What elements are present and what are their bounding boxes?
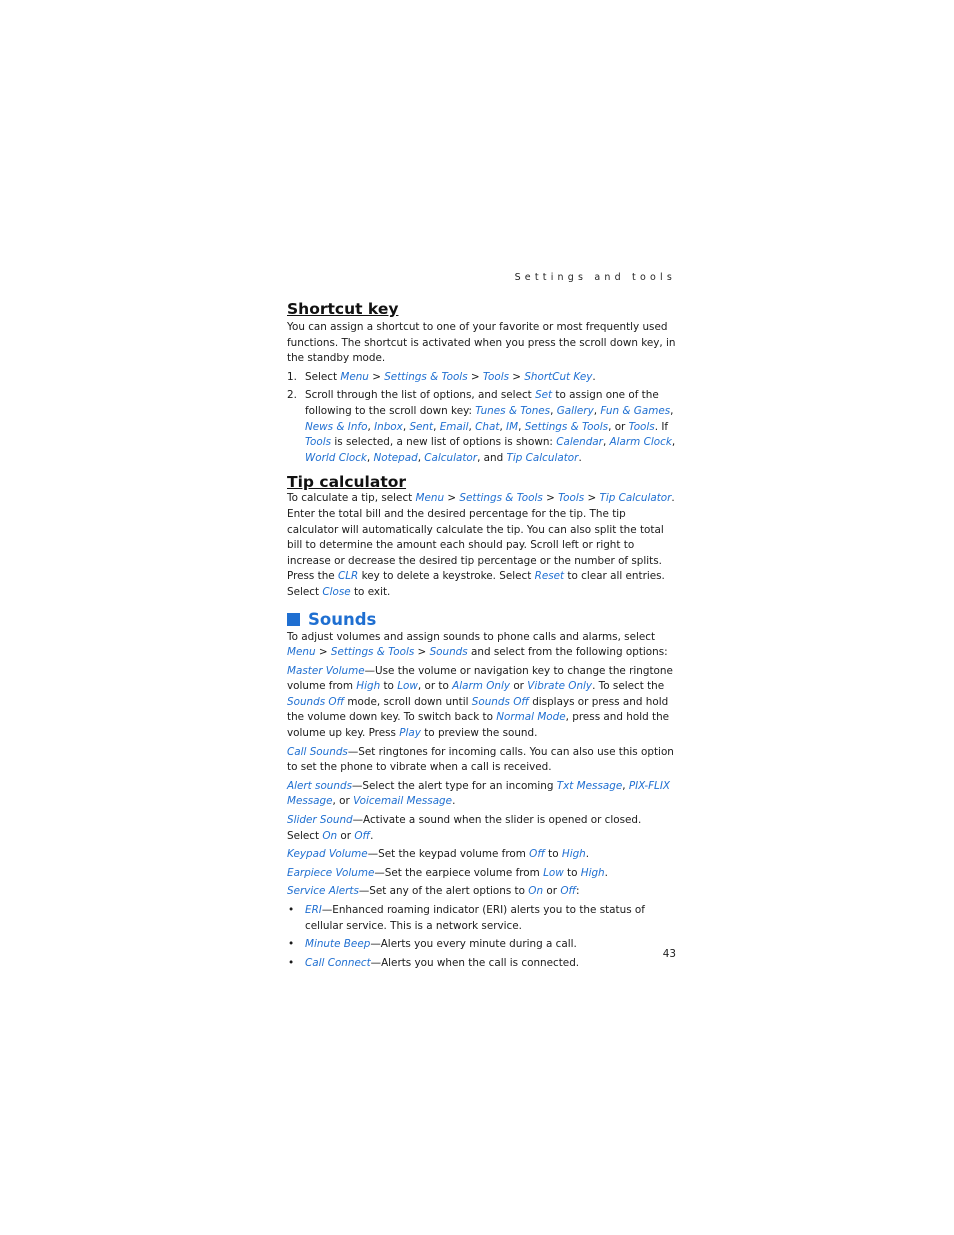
off-keyword: Off — [560, 885, 576, 898]
option-keyword: Sent — [409, 420, 434, 433]
slider-sound-paragraph — [287, 813, 676, 844]
option-keyword: News & Info — [305, 420, 368, 433]
text: . — [370, 829, 374, 842]
master-volume-keyword: Master Volume — [287, 664, 365, 677]
menu-keyword: Menu — [340, 370, 369, 383]
low-keyword: Low — [543, 866, 564, 879]
on-keyword: On — [528, 885, 544, 898]
manual-page — [287, 272, 676, 971]
sounds-heading-label: Sounds — [308, 609, 377, 629]
tools-keyword: Tools — [558, 492, 585, 505]
set-keyword: Set — [535, 389, 553, 402]
off-keyword: Off — [529, 848, 545, 861]
settings-tools-keyword: Settings & Tools — [459, 492, 543, 505]
low-keyword: Low — [397, 680, 418, 693]
section-square-icon — [287, 613, 300, 626]
text: —Enhanced roaming indicator (ERI) alerts you to the status of cellular service. This is a network service. — [305, 904, 645, 932]
service-alerts-keyword: Service Alerts — [287, 885, 359, 898]
alert-sounds-paragraph — [287, 779, 676, 810]
minute-beep-keyword: Minute Beep — [305, 938, 371, 951]
option-keyword: Tunes & Tones — [475, 404, 551, 417]
bullet-icon: • — [288, 938, 295, 951]
separator: , — [518, 420, 525, 433]
shortcut-heading: Shortcut key — [287, 300, 399, 318]
text: . To select the — [592, 680, 665, 693]
sounds-keyword: Sounds — [429, 646, 468, 659]
option-keyword: Calendar — [556, 436, 603, 449]
high-keyword: High — [561, 848, 586, 861]
separator: , or — [608, 420, 629, 433]
slider-sound-keyword: Slider Sound — [287, 814, 353, 827]
separator: , — [402, 420, 410, 433]
tip-paragraph — [287, 491, 676, 600]
vibrate-only-keyword: Vibrate Only — [527, 680, 593, 693]
separator: , — [671, 436, 676, 449]
step-text: to assign one of the following to the scroll down key: — [305, 389, 659, 417]
page-number: 43 — [662, 948, 676, 960]
separator: , — [468, 420, 476, 433]
text: to preview the sound. — [420, 727, 538, 740]
option-keyword: Email — [439, 420, 469, 433]
shortcut-key-keyword: ShortCut Key — [524, 370, 593, 383]
text: —Set any of the alert options to — [358, 885, 529, 898]
separator: , — [593, 404, 601, 417]
normal-mode-keyword: Normal Mode — [496, 711, 566, 724]
service-alerts-paragraph — [287, 884, 676, 900]
text: —Activate a sound when the slider is opened or closed. Select — [287, 814, 642, 842]
tools-keyword: Tools — [482, 370, 509, 383]
option-keyword: World Clock — [305, 451, 367, 464]
earpiece-volume-paragraph — [287, 866, 676, 882]
earpiece-volume-keyword: Earpiece Volume — [287, 866, 375, 879]
separator: > — [368, 370, 385, 383]
settings-tools-keyword: Settings & Tools — [384, 370, 468, 383]
alarm-only-keyword: Alarm Only — [452, 680, 511, 693]
list-item — [287, 937, 676, 953]
list-item — [287, 956, 676, 972]
text: —Select the alert type for an incoming — [352, 779, 557, 792]
text: . Enter the total bill and the desired percentage for the tip. The tip calculator will automatically calculate the tip. You can also split the total bill to determine the amount each should pay. Scroll left or right to increase or decrease the desired tip percentage or the number of splits. Press the — [287, 492, 675, 583]
separator: , — [550, 404, 557, 417]
voicemail-message-keyword: Voicemail Message — [353, 795, 453, 808]
call-connect-keyword: Call Connect — [305, 956, 371, 969]
sounds-off-keyword: Sounds Off — [287, 695, 345, 708]
bullet-icon: • — [288, 904, 295, 916]
step-text: is selected, a new list of options is shown: — [331, 436, 557, 449]
step-text: Select — [305, 370, 341, 383]
shortcut-steps — [287, 370, 676, 467]
separator: > — [315, 646, 331, 659]
sounds-heading — [287, 610, 676, 630]
option-keyword: Gallery — [556, 404, 594, 417]
separator: > — [509, 370, 525, 383]
separator: , — [670, 404, 674, 417]
separator: , — [433, 420, 440, 433]
text: or — [510, 680, 528, 693]
text: To adjust volumes and assign sounds to phone calls and alarms, select — [287, 630, 656, 643]
text: To calculate a tip, select — [287, 492, 416, 505]
keypad-volume-paragraph — [287, 847, 676, 863]
separator: , — [367, 420, 375, 433]
text: , — [622, 779, 629, 792]
text: . — [604, 866, 608, 879]
separator: . If — [654, 420, 669, 433]
list-item — [287, 903, 676, 934]
separator: > — [467, 370, 483, 383]
call-sounds-keyword: Call Sounds — [287, 745, 348, 758]
text: —Use the volume or navigation key to change the ringtone volume from — [287, 664, 673, 693]
text: or — [337, 829, 355, 842]
text: to — [544, 848, 562, 861]
separator: > — [414, 646, 430, 659]
sounds-intro — [287, 630, 676, 661]
reset-keyword: Reset — [534, 570, 565, 583]
option-keyword: Tools — [305, 436, 332, 449]
running-head: Settings and tools — [514, 272, 676, 283]
text: to exit. — [350, 585, 391, 598]
option-keyword: Notepad — [373, 451, 418, 464]
close-keyword: Close — [322, 585, 351, 598]
call-sounds-paragraph — [287, 745, 676, 776]
high-keyword: High — [580, 866, 605, 879]
eri-keyword: ERI — [305, 904, 322, 916]
step-number: 1. — [287, 370, 297, 383]
option-keyword: Inbox — [374, 420, 403, 433]
txt-message-keyword: Txt Message — [556, 779, 623, 792]
text: , press and hold the volume up key. Press — [287, 711, 670, 740]
high-keyword: High — [356, 680, 381, 693]
pix-flix-message-keyword: PIX-FLIX Message — [287, 779, 671, 808]
settings-tools-keyword: Settings & Tools — [330, 646, 415, 659]
shortcut-step-1 — [287, 370, 676, 386]
separator: > — [542, 492, 559, 505]
text: —Set ringtones for incoming calls. You can also use this option to set the phone to vibrate when a call is received. — [287, 745, 674, 774]
master-volume-paragraph — [287, 664, 676, 742]
text: . — [452, 795, 456, 808]
alert-sounds-keyword: Alert sounds — [287, 779, 352, 792]
text: key to delete a keystroke. Select — [358, 570, 535, 583]
menu-keyword: Menu — [287, 646, 316, 659]
punctuation: . — [592, 370, 596, 383]
play-keyword: Play — [399, 727, 421, 740]
sounds-off-keyword: Sounds Off — [471, 695, 529, 708]
option-keyword: Tools — [628, 420, 655, 433]
separator: , and — [477, 451, 507, 464]
text: to — [563, 866, 581, 879]
off-keyword: Off — [354, 829, 371, 842]
keypad-volume-keyword: Keypad Volume — [287, 848, 368, 861]
separator: , — [366, 451, 374, 464]
clr-keyword: CLR — [338, 570, 359, 583]
option-keyword: Tip Calculator — [506, 451, 579, 464]
option-keyword: Settings & Tools — [524, 420, 609, 433]
option-keyword: IM — [506, 420, 519, 433]
text: —Set the earpiece volume from — [374, 866, 544, 879]
step-number: 2. — [287, 389, 297, 402]
separator: , — [417, 451, 425, 464]
text: or — [543, 885, 561, 898]
on-keyword: On — [322, 829, 338, 842]
option-keyword: Alarm Clock — [609, 436, 672, 449]
text: —Set the keypad volume from — [367, 848, 530, 861]
text: to — [380, 680, 398, 693]
text: mode, scroll down until — [344, 695, 472, 708]
text: . — [585, 848, 590, 861]
tip-heading: Tip calculator — [287, 473, 407, 492]
shortcut-intro: You can assign a shortcut to one of your favorite or most frequently used functions. The shortcut is activated when you press the scroll down key, in the standby mode. — [287, 321, 676, 365]
bullet-icon: • — [288, 956, 295, 969]
separator: , — [499, 420, 507, 433]
text: —Alerts you when the call is connected. — [370, 956, 580, 969]
menu-keyword: Menu — [415, 492, 445, 505]
service-alerts-list — [287, 903, 676, 971]
text: displays or press and hold the volume down key. To switch back to — [287, 695, 669, 724]
tip-calculator-keyword: Tip Calculator — [599, 492, 672, 505]
separator: , — [602, 436, 610, 449]
text: —Alerts you every minute during a call. — [370, 938, 577, 951]
separator: > — [584, 492, 600, 505]
text: , or — [332, 795, 354, 808]
text: to clear all entries. Select — [287, 570, 665, 598]
option-keyword: Chat — [475, 420, 500, 433]
text: , or to — [417, 680, 453, 693]
option-keyword: Fun & Games — [600, 404, 671, 417]
text: : — [576, 885, 580, 898]
text: and select from the following options: — [467, 646, 668, 659]
shortcut-step-2 — [287, 388, 676, 466]
separator: > — [444, 492, 460, 505]
punctuation: . — [578, 451, 582, 464]
option-keyword: Calculator — [424, 451, 478, 464]
step-text: Scroll through the list of options, and select — [305, 389, 536, 402]
